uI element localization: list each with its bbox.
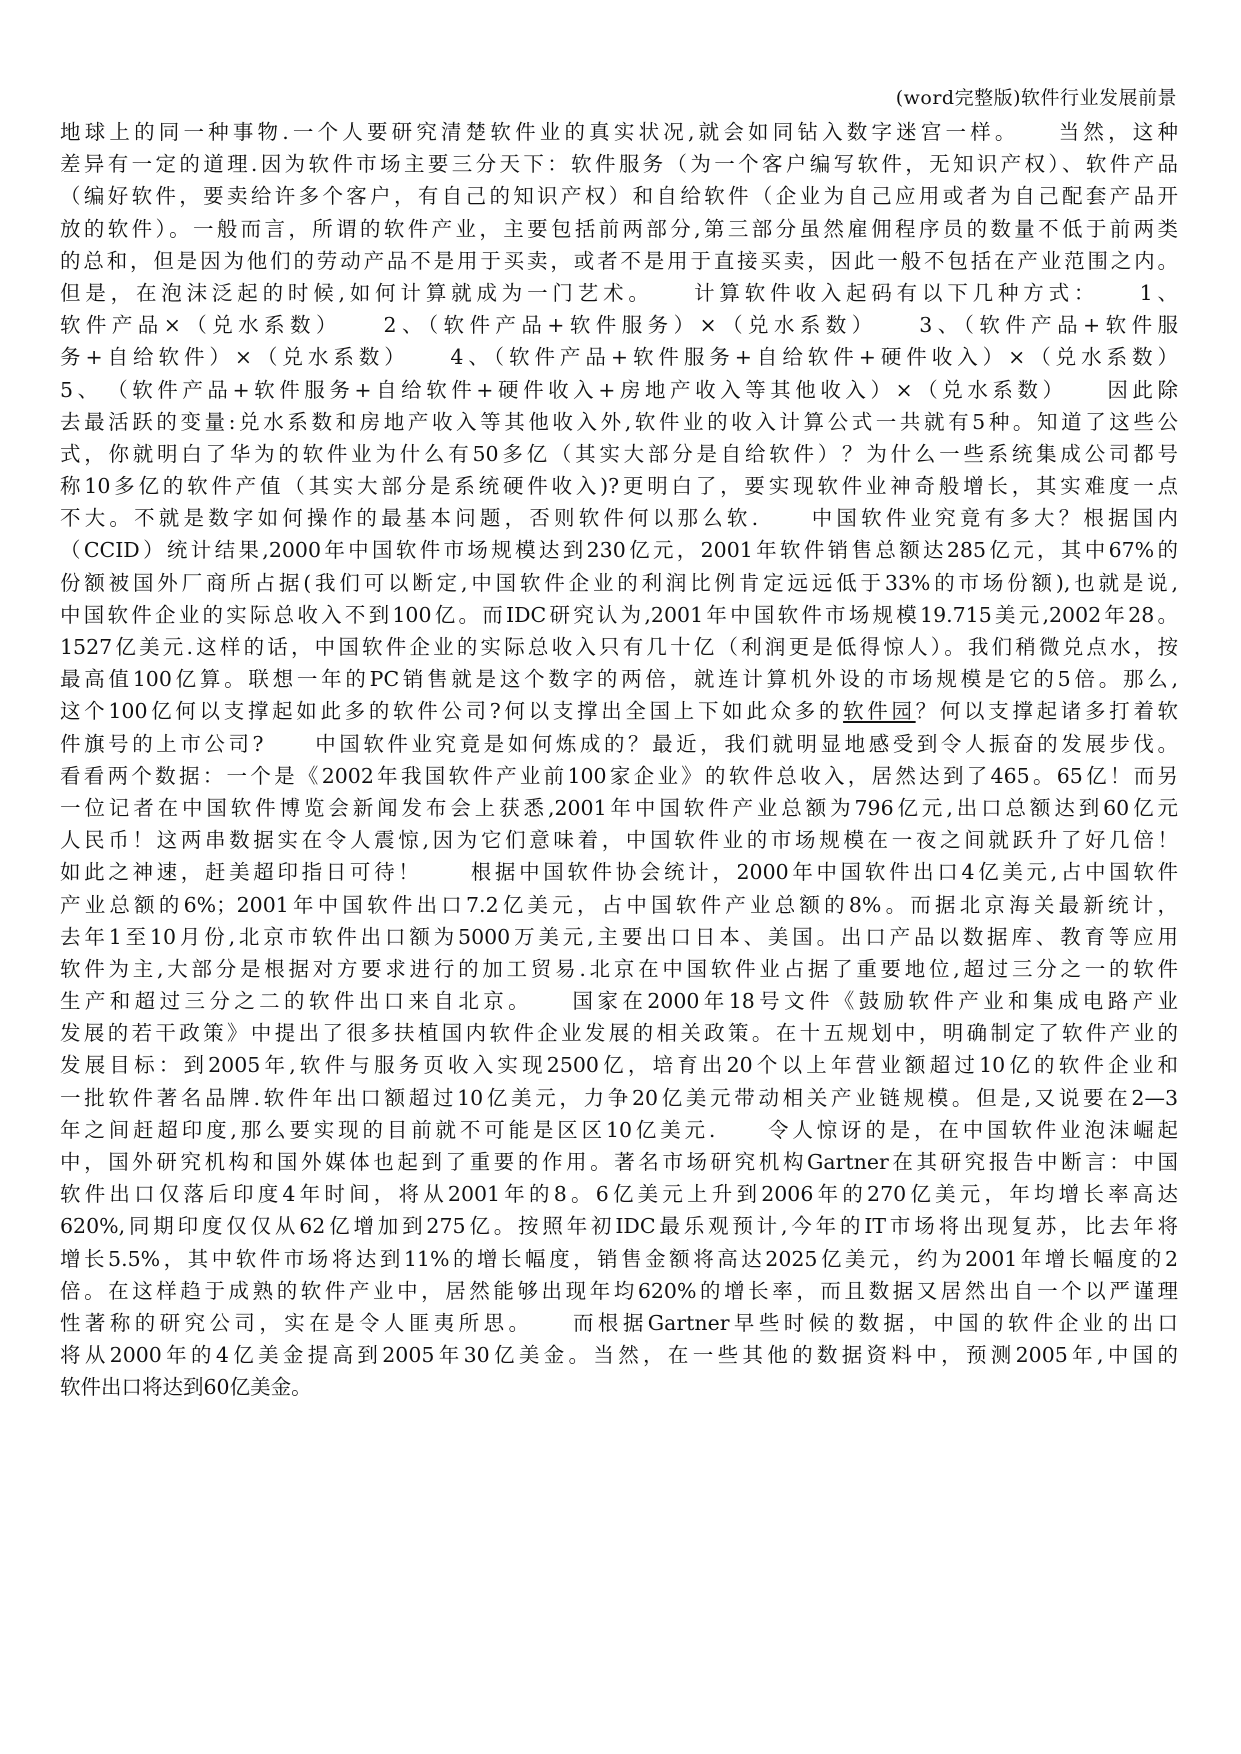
text-line: 件旗号的上市公司? 中国软件业究竟是如何炼成的？最近，我们就明显地感受到令人振奋的发展步伐。 [60,731,1178,756]
text-line: 性著称的研究公司，实在是令人匪夷所思。 而根据Gartner早些时候的数据，中国的软件企业的出口 [60,1310,1178,1335]
text-line: 一批软件著名品牌.软件年出口额超过10亿美元，力争20亿美元带动相关产业链规模。但是,又说要在2—3 [60,1085,1178,1110]
text-line: 620%,同期印度仅仅从62亿增加到275亿。按照年初IDC最乐观预计,今年的IT市场将出现复苏，比去年将 [60,1214,1178,1239]
text-line: 软件为主,大部分是根据对方要求进行的加工贸易.北京在中国软件业占据了重要地位,超过三分之一的软件 [60,956,1178,981]
text-line: 放的软件）。一般而言，所谓的软件产业，主要包括前两部分,第三部分虽然雇佣程序员的数量不低于前两类 [60,216,1178,241]
text-line: 年之间赶超印度,那么要实现的目前就不可能是区区10亿美元. 令人惊讶的是，在中国软件业泡沫崛起 [60,1117,1178,1142]
software-park-link[interactable]: 软件园 [843,699,916,724]
text-line: 一位记者在中国软件博览会新闻发布会上获悉,2001年中国软件产业总额为796亿元,出口总额达到60亿元 [60,795,1178,820]
text-line: 不大。不就是数字如何操作的最基本问题，否则软件何以那么软. 中国软件业究竟有多大？根据国内 [60,506,1178,531]
text-line: 软件产品×（兑水系数） 2、（软件产品+软件服务）×（兑水系数） 3、（软件产品+软件服 [60,313,1178,338]
text-line: 如此之神速，赶美超印指日可待！ 根据中国软件协会统计，2000年中国软件出口4亿美元,占中国软件 [60,860,1178,885]
text-line: 中国软件企业的实际总收入不到100亿。而IDC研究认为,2001年中国软件市场规模19.715美元,2002年28。 [60,602,1178,627]
text-line: 倍。在这样趋于成熟的软件产业中，居然能够出现年均620%的增长率，而且数据又居然出自一个以严谨理 [60,1278,1178,1303]
text-line: 产业总额的6%；2001年中国软件出口7.2亿美元，占中国软件产业总额的8%。而据北京海关最新统计， [60,892,1178,917]
text-line: 将从2000年的4亿美金提高到2005年30亿美金。当然，在一些其他的数据资料中，预测2005年,中国的 [60,1343,1178,1368]
text-line: 差异有一定的道理.因为软件市场主要三分天下：软件服务（为一个客户编写软件，无知识产权）、软件产品 [60,152,1178,177]
text-line: 看看两个数据：一个是《2002年我国软件产业前100家企业》的软件总收入，居然达到了465。65亿！而另 [60,763,1178,788]
text-line: 务+自给软件）×（兑水系数） 4、（软件产品+软件服务+自给软件+硬件收入）×（兑水系数） [60,345,1178,370]
text-line: （编好软件，要卖给许多个客户，有自己的知识产权）和自给软件（企业为自己应用或者为自己配套产品开 [60,184,1178,209]
text-line-final: 软件出口将达到60亿美金。 [60,1375,312,1400]
text-line: 地球上的同一种事物.一个人要研究清楚软件业的真实状况,就会如同钻入数字迷宫一样。 当然，这种 [60,120,1178,144]
body-text [60,116,1178,1404]
text-line: 人民币！这两串数据实在令人震惊,因为它们意味着，中国软件业的市场规模在一夜之间就跃升了好几倍！ [60,828,1178,853]
text-line: 软件出口仅落后印度4年时间，将从2001年的8。6亿美元上升到2006年的270亿美元，年均增长率高达 [60,1182,1178,1207]
text-line: 但是，在泡沫泛起的时候,如何计算就成为一门艺术。 计算软件收入起码有以下几种方式： 1、 [60,280,1178,305]
text-line: 去最活跃的变量:兑水系数和房地产收入等其他收入外,软件业的收入计算公式一共就有5种。知道了这些公 [60,409,1178,434]
text-line: 份额被国外厂商所占据(我们可以断定,中国软件企业的利润比例肯定远远低于33%的市场份额),也就是说, [60,570,1178,595]
text-line: 生产和超过三分之二的软件出口来自北京。 国家在2000年18号文件《鼓励软件产业和集成电路产业 [60,989,1178,1014]
text-line: 增长5.5%，其中软件市场将达到11%的增长幅度，销售金额将高达2025亿美元，约为2001年增长幅度的2 [60,1246,1178,1271]
text-line-with-link [60,695,1178,727]
text-line: 1527亿美元.这样的话，中国软件企业的实际总收入只有几十亿（利润更是低得惊人）。我们稍微兑点水，按 [60,635,1178,659]
text-line: （CCID）统计结果,2000年中国软件市场规模达到230亿元，2001年软件销售总额达285亿元，其中67%的 [60,538,1178,563]
text-line: 发展目标：到2005年,软件与服务页收入实现2500亿，培育出20个以上年营业额超过10亿的软件企业和 [60,1053,1178,1078]
running-header: (word完整版)软件行业发展前景 [895,87,1177,109]
text-line: 的总和，但是因为他们的劳动产品不是用于买卖，或者不是用于直接买卖，因此一般不包括在产业范围之内。 [60,248,1178,273]
text-line: 5、 （软件产品+软件服务+自给软件+硬件收入+房地产收入等其他收入）×（兑水系数） 因此除 [60,377,1178,402]
text-line: 中，国外研究机构和国外媒体也起到了重要的作用。著名市场研究机构Gartner在其研究报告中断言：中国 [60,1150,1178,1174]
text-segment: 这个100亿何以支撑起如此多的软件公司?何以支撑出全国上下如此众多的 [60,699,844,724]
text-line: 去年1至10月份,北京市软件出口额为5000万美元,主要出口日本、美国。出口产品以数据库、教育等应用 [60,924,1178,949]
text-line: 称10多亿的软件产值（其实大部分是系统硬件收入)?更明白了，要实现软件业神奇般增长，其实难度一点 [60,474,1178,499]
text-line: 发展的若干政策》中提出了很多扶植国内软件企业发展的相关政策。在十五规划中，明确制定了软件产业的 [60,1021,1178,1046]
text-line: 式，你就明白了华为的软件业为什么有50多亿（其实大部分是自给软件）？为什么一些系统集成公司都号 [60,441,1178,466]
text-segment: ？何以支撑起诸多打着软 [915,699,1179,724]
text-line: 最高值100亿算。联想一年的PC销售就是这个数字的两倍，就连计算机外设的市场规模是它的5倍。那么, [60,667,1178,692]
